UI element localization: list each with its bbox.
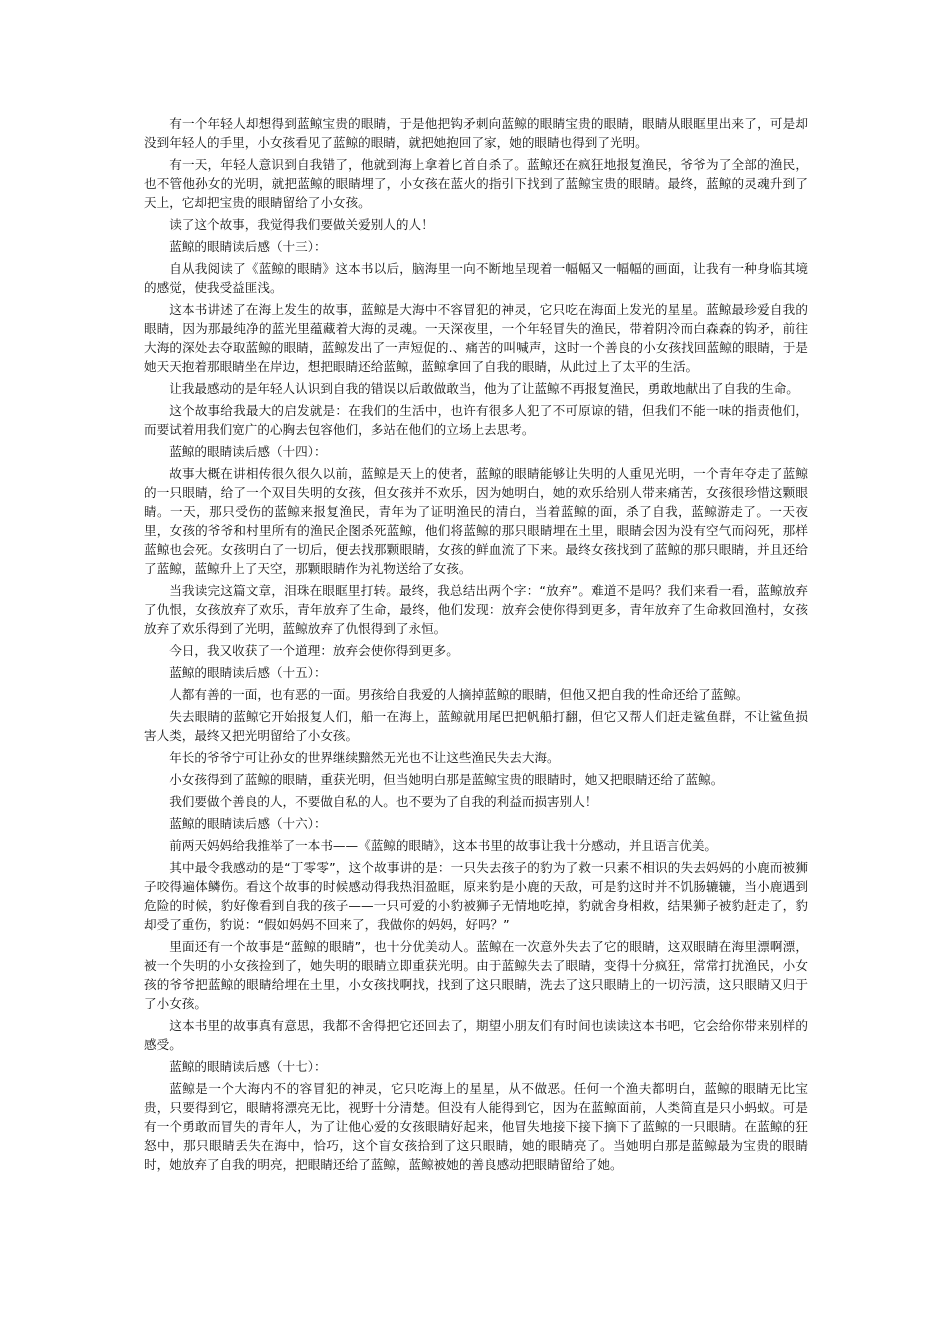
paragraph-17: 小女孩得到了蓝鲸的眼睛，重获光明，但当她明白那是蓝鲸宝贵的眼睛时，她又把眼睛还给了蓝鲸。 — [169, 772, 724, 787]
paragraph-8: 这个故事给我最大的启发就是：在我们的生活中，也许有很多人犯了不可原谅的错，但我们不能一味的指责他们，而要试着用我们宽广的心胸去包容他们，多站在他们的立场上去思考。 — [144, 403, 808, 437]
paragraph-20: 前两天妈妈给我推举了一本书——《蓝鲸的眼睛》，这本书里的故事让我十分感动，并且语言优美。 — [169, 838, 718, 853]
section-heading-16: 蓝鲸的眼睛读后感（十六）： — [169, 816, 327, 831]
paragraph-23: 这本书里的故事真有意思，我都不舍得把它还回去了，期望小朋友们有时间也读读这本书吧，它会给你带来别样的感受。 — [144, 1018, 808, 1052]
section-heading-17: 蓝鲸的眼睛读后感（十七）： — [169, 1059, 327, 1074]
paragraph-25: 蓝鲸是一个大海内不的容冒犯的神灵，它只吃海上的星星，从不做恶。任何一个渔夫都明白，蓝鲸的眼睛无比宝贵，只要得到它，眼睛将漂亮无比，视野十分清楚。但没有人能得到它，因为在蓝鲸面前，人类简直是只小蚂蚁。可是有一个勇敢而冒失的青年人，为了让他心爱的女孩眼睛好起来，他冒失地接下接下摘下了蓝鲸的一只眼睛。在蓝鲸的狂怒中，那只眼睛丢失在海中，恰巧，这个盲女孩拾到了这只眼睛，她的眼睛亮了。当她明白那是蓝鲸最为宝贵的眼睛时，她放弃了自我的明亮，把眼睛还给了蓝鲸，蓝鲸被她的善良感动把眼睛留给了她。 — [144, 1081, 808, 1172]
paragraph-6: 这本书讲述了在海上发生的故事，蓝鲸是大海中不容冒犯的神灵，它只吃在海面上发光的星星。蓝鲸最珍爱自我的眼睛，因为那最纯净的蓝光里蕴藏着大海的灵魂。一天深夜里，一个年轻冒失的渔民，带着阴冷而白森森的钩矛，前往大海的深处去夺取蓝鲸的眼睛，蓝鲸发出了一声短促的.、痛苦的叫喊声，这时一个善良的小女孩找回蓝鲸的眼睛，于是她天天抱着那眼睛坐在岸边，想把眼睛还给蓝鲸，蓝鲸拿回了自我的眼睛，从此过上了太平的生活。 — [144, 302, 808, 374]
paragraph-7: 让我最感动的是年轻人认识到自我的错误以后敢做敢当，他为了让蓝鲸不再报复渔民，勇敢地献出了自我的生命。 — [169, 381, 799, 396]
paragraph-15: 失去眼睛的蓝鲸它开始报复人们，船一在海上，蓝鲸就用尾巴把帆船打翻，但它又帮人们赶走鲨鱼群，不让鲨鱼损害人类，最终又把光明留给了小女孩。 — [144, 709, 808, 743]
paragraph-12: 今日，我又收获了一个道理：放弃会使你得到更多。 — [169, 643, 459, 658]
paragraph-21: 其中最令我感动的是“丁零零”，这个故事讲的是：一只失去孩子的豹为了救一只素不相识的失去妈妈的小鹿而被狮子咬得遍体鳞伤。看这个故事的时候感动得我热泪盈眶，原来豹是小鹿的天敌，可是豹这时并不饥肠辘辘，当小鹿遇到危险的时候，豹好像看到自我的孩子——一只可爱的小豹被狮子无情地吃掉，豹就舍身相救，结果狮子被豹赶走了，豹却受了重伤，豹说：“假如妈妈不回来了，我做你的妈妈，好吗？” — [144, 860, 808, 932]
paragraph-2: 有一天，年轻人意识到自我错了，他就到海上拿着匕首自杀了。蓝鲸还在疯狂地报复渔民，爷爷为了全部的渔民，也不管他孙女的光明，就把蓝鲸的眼睛埋了，小女孩在蓝火的指引下找到了蓝鲸宝贵的眼睛。最终，蓝鲸的灵魂升到了天上，它却把宝贵的眼睛留给了小女孩。 — [144, 157, 808, 210]
paragraph-18: 我们要做个善良的人，不要做自私的人。也不要为了自我的利益而损害别人！ — [169, 794, 598, 809]
section-heading-15: 蓝鲸的眼睛读后感（十五）： — [169, 665, 327, 680]
paragraph-5: 自从我阅读了《蓝鲸的眼睛》这本书以后，脑海里一向不断地呈现着一幅幅又一幅幅的画面，让我有一种身临其境的感觉，使我受益匪浅。 — [144, 261, 808, 295]
section-heading-13: 蓝鲸的眼睛读后感（十三）： — [169, 239, 327, 254]
paragraph-10: 故事大概在讲相传很久很久以前，蓝鲸是天上的使者，蓝鲸的眼睛能够让失明的人重见光明，一个青年夺走了蓝鲸的一只眼睛，给了一个双目失明的女孩，但女孩并不欢乐，因为她明白，她的欢乐给别人带来痛苦，女孩很珍惜这颗眼睛。一天，那只受伤的蓝鲸来报复渔民，青年为了证明渔民的清白，当着蓝鲸的面，杀了自我，蓝鲸游走了。一天夜里，女孩的爷爷和村里所有的渔民企图杀死蓝鲸，他们将蓝鲸的那只眼睛埋在土里，眼睛会因为没有空气而闷死，那样蓝鲸也会死。女孩明白了一切后，便去找那颗眼睛，女孩的鲜血流了下来。最终女孩找到了蓝鲸的那只眼睛，并且还给了蓝鲸，蓝鲸升上了天空，那颗眼睛作为礼物送给了女孩。 — [144, 466, 808, 576]
paragraph-14: 人都有善的一面，也有恶的一面。男孩给自我爱的人摘掉蓝鲸的眼睛，但他又把自我的性命还给了蓝鲸。 — [169, 687, 749, 702]
paragraph-22: 里面还有一个故事是“蓝鲸的眼睛”，也十分优美动人。蓝鲸在一次意外失去了它的眼睛，这双眼睛在海里漂啊漂，被一个失明的小女孩捡到了，她失明的眼睛立即重获光明。由于蓝鲸失去了眼睛，变得十分疯狂，常常打扰渔民，小女孩的爷爷把蓝鲸的眼睛给埋在土里，小女孩找啊找，找到了这只眼睛，洗去了这只眼睛上的一切污渍，这只眼睛又归于了小女孩。 — [144, 939, 808, 1011]
paragraph-3: 读了这个故事，我觉得我们要做关爱别人的人！ — [169, 217, 434, 232]
paragraph-11: 当我读完这篇文章，泪珠在眼眶里打转。最终，我总结出两个字：“放弃”。难道不是吗？我们来看一看，蓝鲸放弃了仇恨，女孩放弃了欢乐，青年放弃了生命，最终，他们发现：放弃会使你得到更多，青年放弃了生命救回渔村，女孩放弃了欢乐得到了光明，蓝鲸放弃了仇恨得到了永恒。 — [144, 583, 808, 636]
section-heading-14: 蓝鲸的眼睛读后感（十四）： — [169, 444, 327, 459]
document-page — [144, 114, 808, 1177]
paragraph-1: 有一个年轻人却想得到蓝鲸宝贵的眼睛，于是他把钩矛刺向蓝鲸的眼睛宝贵的眼睛，眼睛从眼眶里出来了，可是却没到年轻人的手里，小女孩看见了蓝鲸的眼睛，就把她抱回了家，她的眼睛也得到了光明。 — [144, 116, 808, 150]
paragraph-16: 年长的爷爷宁可让孙女的世界继续黯然无光也不让这些渔民失去大海。 — [169, 750, 560, 765]
